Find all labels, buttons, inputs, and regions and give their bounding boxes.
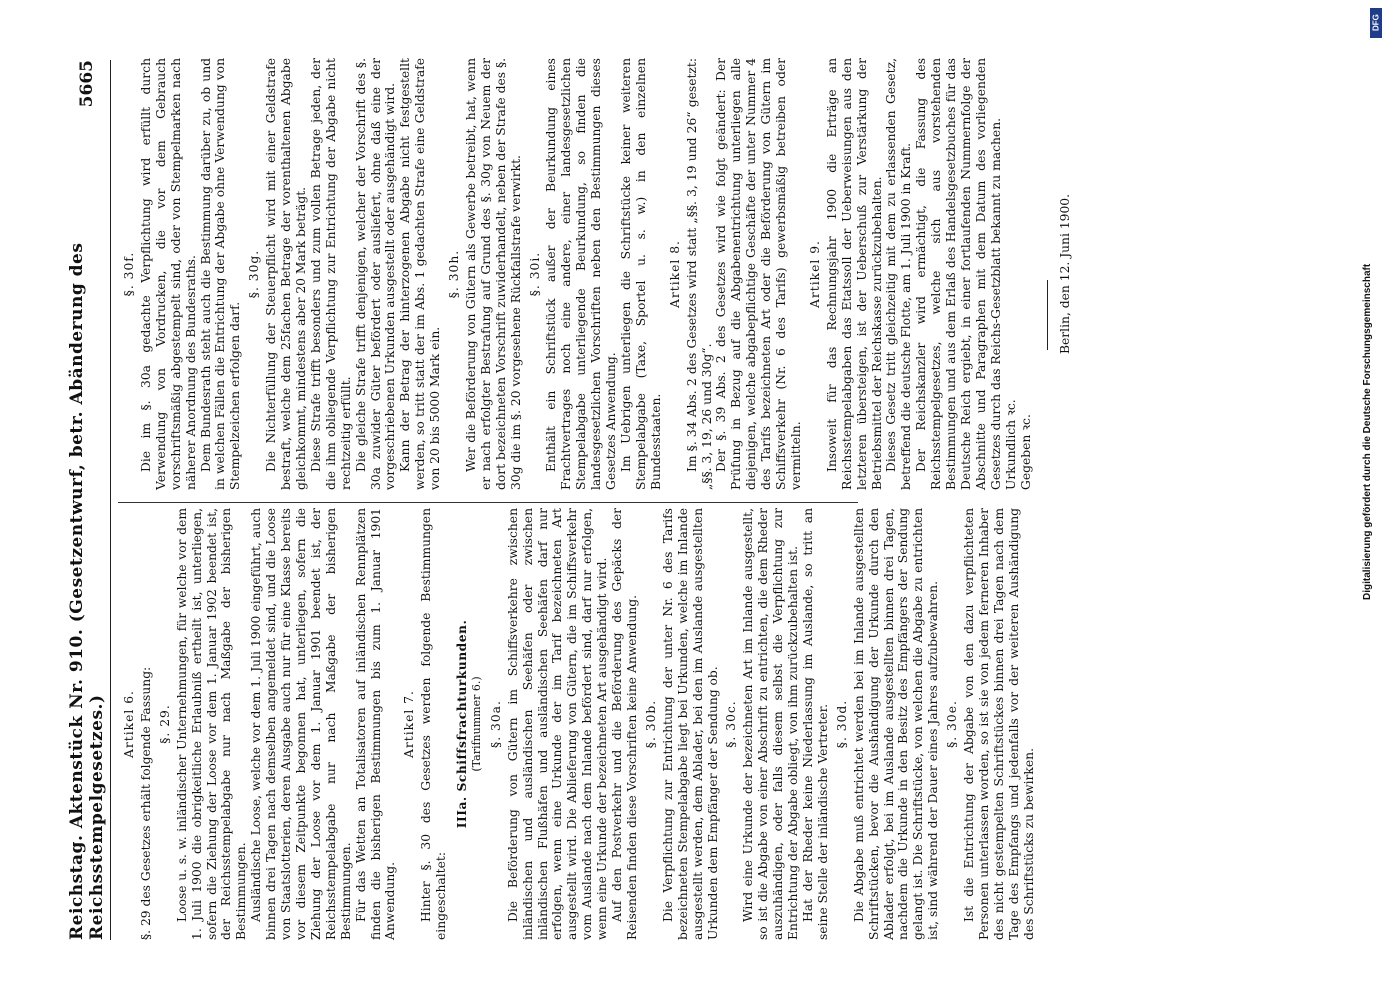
section-heading: §. 30e. (945, 700, 960, 748)
paragraph: Der Reichskanzler wird ermächtigt, die Fassung des Reichsstempelgesetzes, welche sich aus vorstehenden Bestimmungen und aus dem Erlaß des Handelsgesetzbuches für das Deutsche Reich ergiebt, in einer fortlaufenden Nummernfolge der Abschnitte und Paragraphen mit dem Datum des vorliegenden Gesetzes durch das Reichs-Gesetzblatt bekannt zu machen. (914, 58, 1003, 490)
paragraph: Die Beförderung von Gütern im Schiffsverkehre zwischen inländischen und ausländischen Seehäfen oder zwischen inländischen Flußhäfen und ausländischen Seehäfen darf nur erfolgen, wenn eine Urkunde der im Tarif bezeichneten Art ausgestellt wird. Die Ablieferung von Gütern, die im Schiffsverkehr vom Auslande nach dem Inlande befördert sind, darf nur erfolgen, wenn eine Urkunde der bezeichneten Art ausgehändigt wird. (505, 508, 610, 940)
paragraph: Dieses Gesetz tritt gleichzeitig mit dem zu erlassenden Gesetz, betreffend die deutsche Flotte, am 1. Juli 1900 in Kraft. (884, 58, 914, 490)
section-heading: §. 30h. (447, 249, 462, 299)
header-title: Reichstag. Aktenstück Nr. 910. (Gesetzentwurf, betr. Abänderung des Reichsstempelgesetzes.) (67, 242, 107, 940)
paragraph: Wer die Beförderung von Gütern als Gewerbe betreibt, hat, wenn er nach erfolgter Bestrafung auf Grund des §. 30g von Neuem der dort bezeichneten Vorschrift zuwiderhandelt, neben der Strafe des §. 30g die im §. 20 vorgesehene Rückfallstrafe verwirkt. (463, 58, 523, 490)
section-heading: §. 30a. (488, 700, 503, 748)
section-heading: §. 30d. (834, 699, 849, 749)
section-heading: §. 30b. (643, 699, 658, 749)
paragraph: Kann der Betrag der hinterzogenen Abgabe nicht festgestellt werden, so tritt statt der im Abs. 1 gedachten Strafe eine Geldstrafe von 20 bis 5000 Mark ein. (398, 58, 443, 490)
paragraph: Im §. 34 Abs. 2 des Gesetzes wird statt „§§. 3, 19 und 26“ gesetzt: „§§. 3, 19, 26 und 30g“. (684, 58, 714, 490)
tariff-note: (Tarifnummer 6.) (469, 676, 483, 772)
paragraph: Ausländische Loose, welche vor dem 1. Juli 1900 eingeführt, auch binnen drei Tagen nach demselben angemeldet sind, und die Loose von Staatslotterien, deren Ausgabe auch nur für eine Klasse bereits vor diesem Zeitpunkte begonnen hat, unterliegen, sofern die Ziehung der Loose vor dem 1. Januar 1901 beendet ist, der Reichsstempelabgabe nur nach Maßgabe der bisherigen Bestimmungen. (249, 508, 353, 940)
paragraph: Enthält ein Schriftstück außer der Beurkundung eines Frachtvertrages noch eine andere, einer landesgesetzlichen Stempelabgabe unterliegende Beurkundung, so finden die landesgesetzlichen Vorschriften neben den Bestimmungen dieses Gesetzes Anwendung. (544, 58, 619, 490)
paragraph: Die gleiche Strafe trifft denjenigen, welcher der Vorschrift des §. 30a zuwider Güter befördert oder ausliefert, ohne daß eine der vorgeschriebenen Urkunden ausgestellt oder ausgehändigt wird. (353, 58, 398, 490)
page-number: 5665 (77, 60, 97, 108)
paragraph: Im Uebrigen unterliegen die Schriftstücke keiner weiteren Stempelabgabe (Taxe, Sportel u. s. w.) in den einzelnen Bundesstaaten. (619, 58, 663, 490)
paragraph: Die Abgabe muß entrichtet werden bei im Inlande ausgestellten Schriftstücken, bevor die Aushändigung der Urkunde durch den Ablader erfolgt, bei im Auslande ausgestellten binnen drei Tagen, nachdem die Urkunde in den Besitz des Empfängers der Sendung gelangt ist. Die Schriftstücke, von welchen die Abgabe zu entrichten ist, sind während der Dauer eines Jahres aufzubewahren. (851, 508, 941, 940)
part-heading: IIIa. Schiffsfrachturkunden. (454, 619, 470, 829)
paragraph: Insoweit für das Rechnungsjahr 1900 die Erträge an Reichsstempelabgaben das Etatssoll der Ueberweisungen aus den letzteren übersteigen, ist der Ueberschuß zur Verstärkung der Betriebsmittel der Reichskasse zurückzubehalten. (824, 58, 884, 490)
section-heading: Artikel 6. (122, 690, 136, 758)
text-line: Urkundlich ꝛc. (1003, 399, 1018, 490)
section-heading: §. 30i. (527, 251, 542, 297)
section-heading: §. 30f. (122, 251, 136, 297)
paragraph: Hinter §. 30 des Gesetzes werden folgende Bestimmungen eingeschaltet: (419, 508, 449, 940)
section-heading: §. 29. (157, 704, 172, 744)
paragraph: Wird eine Urkunde der bezeichneten Art im Inlande ausgestellt, so ist die Abgabe von einer Abschrift zu entrichten, die dem Rheder auszuhändigen, oder falls diesem selbst die Verpflichtung zur Entrichtung der Abgabe obliegt, von ihm zurückzubehalten ist. (741, 508, 801, 940)
paragraph: Die im §. 30a gedachte Verpflichtung wird erfüllt durch Verwendung von Vordrucken, die vor dem Gebrauch vorschriftsmäßig abgestempelt sind, oder von Stempelmarken nach näherer Anordnung des Bundesraths. (138, 58, 198, 490)
paragraph: Auf den Postverkehr und die Beförderung des Gepäcks der Reisenden finden diese Vorschriften keine Anwendung. (610, 508, 639, 940)
section-heading: Artikel 7. (402, 690, 417, 758)
section-heading: Artikel 9. (807, 240, 822, 308)
signature-rule (1047, 280, 1048, 350)
date-line: Berlin, den 12. Juni 1900. (1058, 193, 1073, 355)
digitization-credit: Digitalisierung gefördert durch die Deutsche Forschungsgemeinschaft (1362, 263, 1373, 600)
column-separator (118, 502, 858, 503)
section-heading: Artikel 8. (667, 240, 682, 308)
right-column (118, 58, 1073, 490)
section-heading: §. 30g. (247, 249, 262, 299)
text-line: §. 29 des Gesetzes erhält folgende Fassung: (138, 666, 153, 940)
page-header (67, 60, 107, 940)
paragraph: Die Nichterfüllung der Steuerpflicht wird mit einer Geldstrafe bestraft, welche dem 25fachen Betrage der vorenthaltenen Abgabe gleichkommt, mindestens aber 20 Mark beträgt. (264, 58, 308, 490)
dfg-logo: DFG (1370, 8, 1382, 38)
section-heading: §. 30c. (724, 700, 739, 748)
paragraph: Loose u. s. w. inländischer Unternehmungen, für welche vor dem 1. Juli 1900 die obrigkeitliche Erlaubniß ertheilt ist, unterliegen, sofern die Ziehung der Loose vor dem 1. Januar 1902 beendet ist, der Reichsstempelabgabe nur nach Maßgabe der bisherigen Bestimmungen. (174, 508, 249, 940)
paragraph: Der §. 39 Abs. 2 des Gesetzes wird wie folgt geändert: Der Prüfung in Bezug auf die Abgabenentrichtung unterliegen alle diejenigen, welche abgabepflichtige Geschäfte der unter Nummer 4 des Tarifs bezeichneten Art oder die Beförderung von Gütern im Schiffsverkehr (Nr. 6 des Tarifs) gewerbsmäßig betreiben oder vermitteln. (714, 58, 803, 490)
paragraph: Hat der Rheder keine Niederlassung im Auslande, so tritt an seine Stelle der inländische Vertreter. (800, 508, 830, 940)
header-rule (110, 60, 111, 940)
text-line: Gegeben ꝛc. (1018, 414, 1033, 490)
paragraph: Für das Wetten an Totalisatoren auf inländischen Rennplätzen finden die bisherigen Bestimmungen bis zum 1. Januar 1901 Anwendung. (353, 508, 398, 940)
paragraph: Ist die Entrichtung der Abgabe von den dazu verpflichteten Personen unterlassen worden, so ist sie von jedem ferneren Inhaber des nicht gestempelten Schriftstückes binnen drei Tagen nach dem Tage des Empfangs und jedenfalls vor der weiteren Aushändigung des Schriftstücks zu bewirken. (962, 508, 1036, 940)
paragraph: Die Verpflichtung zur Entrichtung der unter Nr. 6 des Tarifs bezeichneten Stempelabgabe liegt bei Urkunden, welche im Inlande ausgestellt werden, dem Ablader, bei den im Auslande ausgestellten Urkunden dem Empfänger der Sendung ob. (660, 508, 720, 940)
paragraph: Diese Strafe trifft besonders und zum vollen Betrage jeden, der die ihm obliegende Verpflichtung zur Entrichtung der Abgabe nicht rechtzeitig erfüllt. (308, 58, 353, 490)
left-column (118, 508, 1037, 940)
paragraph: Dem Bundesrath steht auch die Bestimmung darüber zu, ob und in welchen Fällen die Entrichtung der Abgabe ohne Verwendung von Stempelzeichen erfolgen darf. (198, 58, 243, 490)
